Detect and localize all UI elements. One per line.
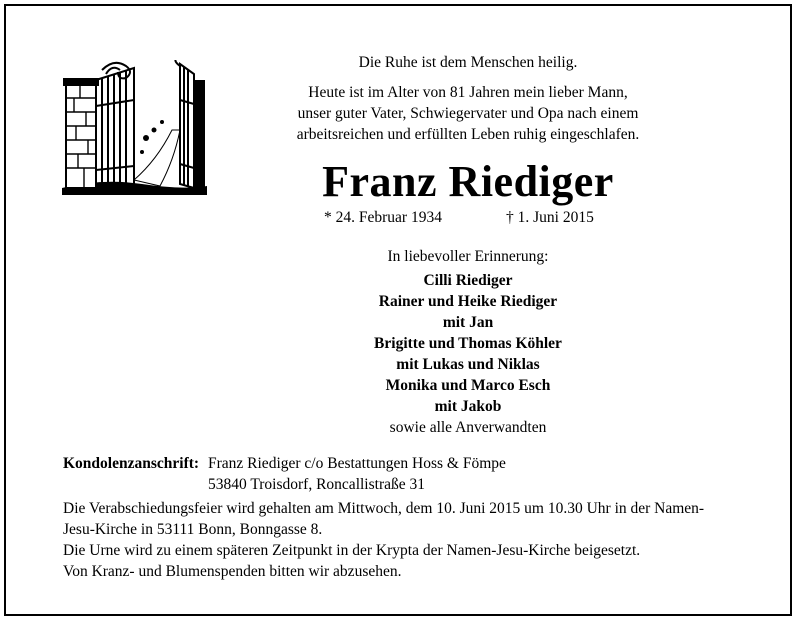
death-date: † 1. Juni 2015 (506, 209, 594, 226)
verse-line: unser guter Vater, Schwiegervater und Opa nach einem (297, 105, 639, 122)
farewell-line: Jesu-Kirche in 53111 Bonn, Bonngasse 8. (63, 521, 323, 538)
birth-date: * 24. Februar 1934 (324, 209, 442, 226)
mourner-line: mit Lukas und Niklas (396, 356, 540, 373)
farewell-notice (63, 498, 763, 540)
address-line: 53840 Troisdorf, Roncallistraße 31 (208, 476, 425, 493)
mourner-line: mit Jan (442, 314, 494, 331)
mourner-line: Brigitte und Thomas Köhler (374, 335, 562, 352)
verse-line: Heute ist im Alter von 81 Jahren mein lieber Mann, (308, 84, 628, 101)
farewell-line: Die Verabschiedungsfeier wird gehalten am Mittwoch, dem 10. Juni 2015 um 10.30 Uhr in der Namen- (63, 500, 705, 517)
obituary-frame (4, 4, 792, 616)
mourner-line: Rainer und Heike Riediger (378, 293, 558, 310)
mourner-line: mit Jakob (434, 398, 502, 415)
mourner-line: Cilli Riediger (423, 272, 513, 289)
flowers-notice: Von Kranz- und Blumenspenden bitten wir abzusehen. (63, 563, 402, 580)
verse-line: arbeitsreichen und erfüllten Leben ruhig eingeschlafen. (296, 126, 640, 143)
mourner-line: Monika und Marco Esch (385, 377, 551, 394)
mourners-intro: In liebevoller Erinnerung: (387, 248, 549, 265)
deceased-name: Franz Riediger (322, 157, 614, 206)
info-block (63, 453, 763, 582)
condolence-label: Kondolenzanschrift: (63, 455, 200, 472)
urn-notice: Die Urne wird zu einem späteren Zeitpunkt in der Krypta der Namen-Jesu-Kirche beigesetzt. (63, 542, 641, 559)
address-line: Franz Riediger c/o Bestattungen Hoss & Fömpe (208, 455, 506, 472)
mourners-closing: sowie alle Anverwandten (389, 419, 547, 436)
mourners-block (258, 246, 678, 438)
condolence-address (63, 453, 763, 495)
open-gate-icon (62, 60, 207, 195)
verse-line: Die Ruhe ist dem Menschen heilig. (358, 54, 578, 71)
verse (258, 52, 678, 145)
